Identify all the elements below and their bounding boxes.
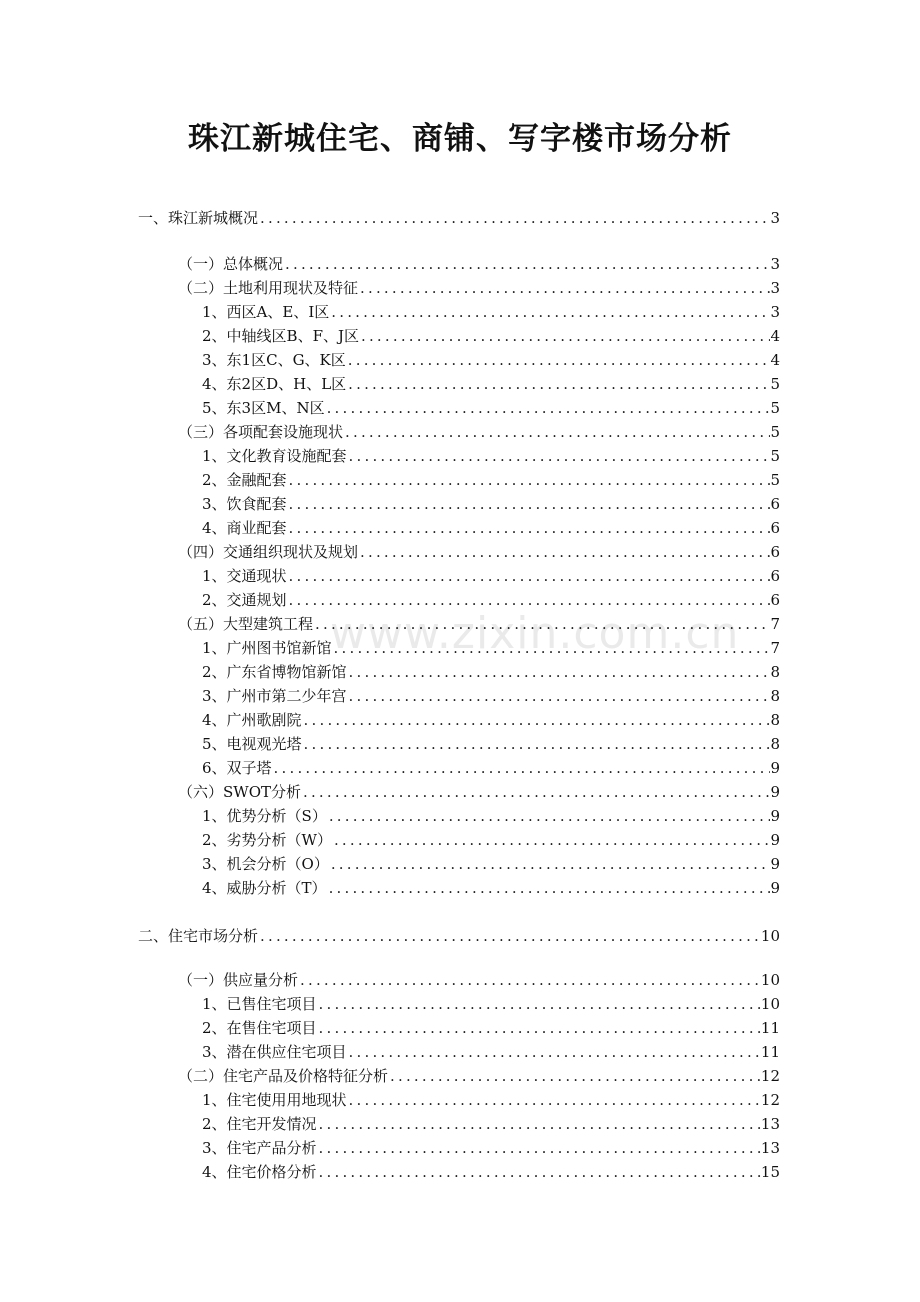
toc-page-number: 12 [760, 1067, 780, 1085]
toc-entry-label: 2、中轴线区B、F、J区 [202, 327, 359, 345]
toc-page-number: 9 [770, 879, 780, 897]
toc-dot-leader [258, 206, 770, 230]
toc-page-number: 5 [770, 375, 780, 393]
toc-page-number: 9 [770, 807, 780, 825]
toc-entry-label: 1、广州图书馆新馆 [202, 639, 332, 657]
toc-dot-leader [346, 348, 771, 372]
toc-entry-label: （四）交通组织现状及规划 [178, 543, 359, 561]
toc-page-number: 11 [760, 1043, 780, 1061]
toc-dot-leader [287, 564, 771, 588]
toc-page-number: 5 [770, 447, 780, 465]
toc-page-number: 3 [770, 279, 780, 297]
toc-entry-label: （六）SWOT分析 [178, 783, 301, 801]
toc-entry-label: 一、珠江新城概况 [138, 209, 259, 227]
toc-entry[interactable] [202, 828, 780, 852]
toc-page-number: 5 [770, 471, 780, 489]
toc-dot-leader [287, 492, 771, 516]
toc-entry[interactable] [178, 968, 780, 992]
toc-page-number: 4 [770, 327, 780, 345]
toc-entry[interactable] [178, 780, 780, 804]
toc-dot-leader [325, 396, 771, 420]
toc-entry[interactable] [202, 372, 780, 396]
toc-entry-label: （三）各项配套设施现状 [178, 423, 344, 441]
toc-page-number: 9 [770, 831, 780, 849]
toc-dot-leader [332, 828, 770, 852]
toc-page-number: 13 [760, 1115, 780, 1133]
toc-dot-leader [317, 1016, 761, 1040]
toc-dot-leader [272, 756, 771, 780]
toc-entry[interactable] [202, 660, 780, 684]
toc-dot-leader [329, 852, 771, 876]
document-title: 珠江新城住宅、商铺、写字楼市场分析 [188, 121, 732, 157]
toc-dot-leader [313, 612, 770, 636]
toc-page-number: 4 [770, 351, 780, 369]
toc-entry-label: 4、住宅价格分析 [202, 1163, 317, 1181]
toc-entry-label: 1、交通现状 [202, 567, 287, 585]
toc-entry[interactable] [202, 1016, 780, 1040]
toc-entry[interactable] [202, 516, 780, 540]
toc-entry[interactable] [202, 708, 780, 732]
toc-entry[interactable] [202, 444, 780, 468]
toc-page-number: 9 [770, 783, 780, 801]
toc-page-number: 9 [770, 759, 780, 777]
toc-entry[interactable] [178, 1064, 780, 1088]
toc-entry[interactable] [202, 804, 780, 828]
toc-entry[interactable] [178, 252, 780, 276]
toc-entry[interactable] [202, 636, 780, 660]
toc-entry-label: （一）总体概况 [178, 255, 284, 273]
toc-entry[interactable] [178, 420, 780, 444]
toc-entry[interactable] [202, 300, 780, 324]
toc-entry[interactable] [202, 324, 780, 348]
toc-entry-label: 2、交通规划 [202, 591, 287, 609]
toc-dot-leader [301, 780, 770, 804]
toc-dot-leader [317, 992, 761, 1016]
toc-page-number: 6 [770, 519, 780, 537]
toc-entry-label: 3、住宅产品分析 [202, 1139, 317, 1157]
toc-page-number: 13 [760, 1139, 780, 1157]
toc-page-number: 8 [770, 735, 780, 753]
toc-dot-leader [258, 924, 761, 948]
toc-dot-leader [359, 324, 770, 348]
toc-entry-label: （一）供应量分析 [178, 971, 299, 989]
toc-entry[interactable] [138, 924, 780, 948]
toc-entry-label: 2、金融配套 [202, 471, 287, 489]
toc-entry[interactable] [202, 588, 780, 612]
toc-dot-leader [298, 968, 761, 992]
toc-page-number: 10 [760, 927, 780, 945]
toc-dot-leader [327, 804, 771, 828]
toc-page-number: 3 [770, 209, 780, 227]
toc-page-number: 3 [770, 303, 780, 321]
toc-entry-label: 2、广东省博物馆新馆 [202, 663, 347, 681]
toc-entry[interactable] [202, 732, 780, 756]
toc-entry-label: 1、优势分析（S） [202, 807, 327, 825]
toc-page-number: 8 [770, 687, 780, 705]
toc-entry[interactable] [202, 396, 780, 420]
toc-page-number: 12 [760, 1091, 780, 1109]
toc-entry[interactable] [202, 1088, 780, 1112]
toc-dot-leader [329, 300, 770, 324]
toc-entry-label: 4、威胁分析（T） [202, 879, 327, 897]
toc-page-number: 11 [760, 1019, 780, 1037]
toc-entry[interactable] [202, 1112, 780, 1136]
toc-entry-label: 3、潜在供应住宅项目 [202, 1043, 347, 1061]
toc-entry[interactable] [138, 206, 780, 230]
toc-page-number: 6 [770, 543, 780, 561]
toc-dot-leader [302, 708, 771, 732]
toc-entry[interactable] [202, 852, 780, 876]
toc-entry-label: 3、广州市第二少年宫 [202, 687, 347, 705]
toc-dot-leader [347, 444, 771, 468]
toc-entry-label: 3、机会分析（O） [202, 855, 329, 873]
toc-entry-label: 2、劣势分析（W） [202, 831, 332, 849]
toc-page-number: 10 [760, 995, 780, 1013]
toc-entry-label: 1、西区A、E、I区 [202, 303, 330, 321]
toc-entry[interactable] [202, 684, 780, 708]
toc-entry-label: 4、广州歌剧院 [202, 711, 302, 729]
toc-dot-leader [287, 588, 771, 612]
toc-page-number: 7 [770, 615, 780, 633]
toc-dot-leader [347, 1088, 761, 1112]
toc-entry-label: 6、双子塔 [202, 759, 272, 777]
toc-entry[interactable] [202, 1040, 780, 1064]
toc-entry-label: 2、在售住宅项目 [202, 1019, 317, 1037]
toc-entry[interactable] [202, 468, 780, 492]
toc-entry-label: 1、已售住宅项目 [202, 995, 317, 1013]
toc-dot-leader [388, 1064, 761, 1088]
toc-entry-label: 4、商业配套 [202, 519, 287, 537]
toc-entry[interactable] [202, 1136, 780, 1160]
toc-entry-label: 1、住宅使用用地现状 [202, 1091, 347, 1109]
toc-page-number: 7 [770, 639, 780, 657]
toc-entry[interactable] [202, 992, 780, 1016]
toc-entry-label: 4、东2区D、H、L区 [202, 375, 347, 393]
toc-dot-leader [332, 636, 771, 660]
toc-entry[interactable] [202, 1160, 780, 1184]
toc-dot-leader [317, 1136, 761, 1160]
toc-dot-leader [317, 1160, 761, 1184]
toc-dot-leader [302, 732, 771, 756]
toc-page-number: 3 [770, 255, 780, 273]
toc-dot-leader [287, 468, 771, 492]
toc-dot-leader [317, 1112, 761, 1136]
toc-entry-label: 5、电视观光塔 [202, 735, 302, 753]
toc-dot-leader [347, 1040, 761, 1064]
toc-entry[interactable] [202, 756, 780, 780]
toc-entry-label: （二）住宅产品及价格特征分析 [178, 1067, 389, 1085]
toc-page-number: 9 [770, 855, 780, 873]
toc-dot-leader [347, 660, 771, 684]
toc-entry[interactable] [178, 276, 780, 300]
toc-page-number: 15 [760, 1163, 780, 1181]
watermark-text: www.zixin.com.cn [330, 608, 740, 659]
toc-entry-label: 5、东3区M、N区 [202, 399, 325, 417]
toc-entry-label: （五）大型建筑工程 [178, 615, 314, 633]
toc-page-number: 5 [770, 399, 780, 417]
toc-page-number: 10 [760, 971, 780, 989]
toc-entry-label: 3、饮食配套 [202, 495, 287, 513]
toc-entry-label: 1、文化教育设施配套 [202, 447, 347, 465]
toc-entry[interactable] [178, 612, 780, 636]
toc-entry[interactable] [178, 540, 780, 564]
toc-entry[interactable] [202, 876, 780, 900]
toc-dot-leader [343, 420, 770, 444]
toc-dot-leader [347, 684, 771, 708]
toc-dot-leader [358, 540, 770, 564]
toc-page-number: 6 [770, 567, 780, 585]
toc-entry[interactable] [202, 564, 780, 588]
toc-entry-label: 3、东1区C、G、K区 [202, 351, 346, 369]
toc-dot-leader [327, 876, 771, 900]
toc-page-number: 5 [770, 423, 780, 441]
toc-page-number: 6 [770, 591, 780, 609]
toc-page-number: 6 [770, 495, 780, 513]
toc-page-number: 8 [770, 663, 780, 681]
toc-dot-leader [287, 516, 771, 540]
toc-entry-label: 2、住宅开发情况 [202, 1115, 317, 1133]
toc-dot-leader [358, 276, 770, 300]
toc-dot-leader [346, 372, 770, 396]
toc-entry[interactable] [202, 492, 780, 516]
toc-entry-label: （二）土地利用现状及特征 [178, 279, 359, 297]
toc-dot-leader [283, 252, 770, 276]
toc-entry[interactable] [202, 348, 780, 372]
toc-page-number: 8 [770, 711, 780, 729]
toc-entry-label: 二、住宅市场分析 [138, 927, 259, 945]
